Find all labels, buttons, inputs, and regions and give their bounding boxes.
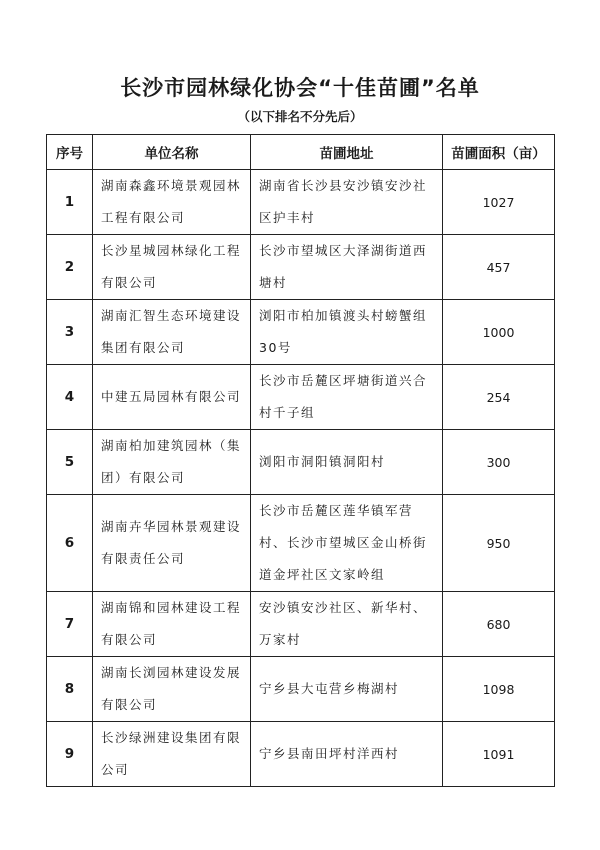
table-row (47, 235, 555, 300)
row-area: 950 (443, 495, 555, 592)
row-area: 457 (443, 235, 555, 300)
table-row (47, 430, 555, 495)
row-index: 1 (47, 170, 93, 235)
row-address: 宁乡县南田坪村洋西村 (251, 722, 443, 787)
row-company-name: 湖南森鑫环境景观园林工程有限公司 (93, 170, 251, 235)
row-address: 浏阳市柏加镇渡头村螃蟹组30号 (251, 300, 443, 365)
table-row (47, 300, 555, 365)
row-address: 安沙镇安沙社区、新华村、万家村 (251, 592, 443, 657)
row-area: 1098 (443, 657, 555, 722)
row-company-name: 湖南长浏园林建设发展有限公司 (93, 657, 251, 722)
table-row (47, 365, 555, 430)
row-area: 300 (443, 430, 555, 495)
row-index: 6 (47, 495, 93, 592)
row-area: 1000 (443, 300, 555, 365)
header-index: 序号 (47, 135, 93, 170)
row-company-name: 湖南柏加建筑园林（集团）有限公司 (93, 430, 251, 495)
row-address: 长沙市岳麓区坪塘街道兴合村千子组 (251, 365, 443, 430)
document-title: 长沙市园林绿化协会“十佳苗圃”名单 (120, 76, 480, 100)
row-index: 9 (47, 722, 93, 787)
row-address: 湖南省长沙县安沙镇安沙社区护丰村 (251, 170, 443, 235)
row-area: 254 (443, 365, 555, 430)
table-row (47, 592, 555, 657)
row-address: 长沙市岳麓区莲华镇军营村、长沙市望城区金山桥街道金坪社区文家岭组 (251, 495, 443, 592)
row-company-name: 湖南卉华园林景观建设有限责任公司 (93, 495, 251, 592)
row-company-name: 长沙绿洲建设集团有限公司 (93, 722, 251, 787)
header-name: 单位名称 (93, 135, 251, 170)
row-address: 浏阳市洞阳镇洞阳村 (251, 430, 443, 495)
row-area: 1027 (443, 170, 555, 235)
row-company-name: 中建五局园林有限公司 (93, 365, 251, 430)
header-address: 苗圃地址 (251, 135, 443, 170)
row-area: 1091 (443, 722, 555, 787)
row-index: 2 (47, 235, 93, 300)
row-company-name: 长沙星城园林绿化工程有限公司 (93, 235, 251, 300)
row-address: 宁乡县大屯营乡梅湖村 (251, 657, 443, 722)
row-index: 4 (47, 365, 93, 430)
table-header-row (47, 135, 555, 170)
row-index: 3 (47, 300, 93, 365)
table-row (47, 657, 555, 722)
row-index: 5 (47, 430, 93, 495)
nursery-table (46, 134, 555, 787)
header-area: 苗圃面积（亩） (443, 135, 555, 170)
row-area: 680 (443, 592, 555, 657)
row-index: 7 (47, 592, 93, 657)
table-row (47, 170, 555, 235)
document-subtitle: （以下排名不分先后） (237, 109, 363, 124)
row-index: 8 (47, 657, 93, 722)
row-company-name: 湖南锦和园林建设工程有限公司 (93, 592, 251, 657)
row-address: 长沙市望城区大泽湖街道西塘村 (251, 235, 443, 300)
table-row (47, 495, 555, 592)
row-company-name: 湖南汇智生态环境建设集团有限公司 (93, 300, 251, 365)
table-row (47, 722, 555, 787)
